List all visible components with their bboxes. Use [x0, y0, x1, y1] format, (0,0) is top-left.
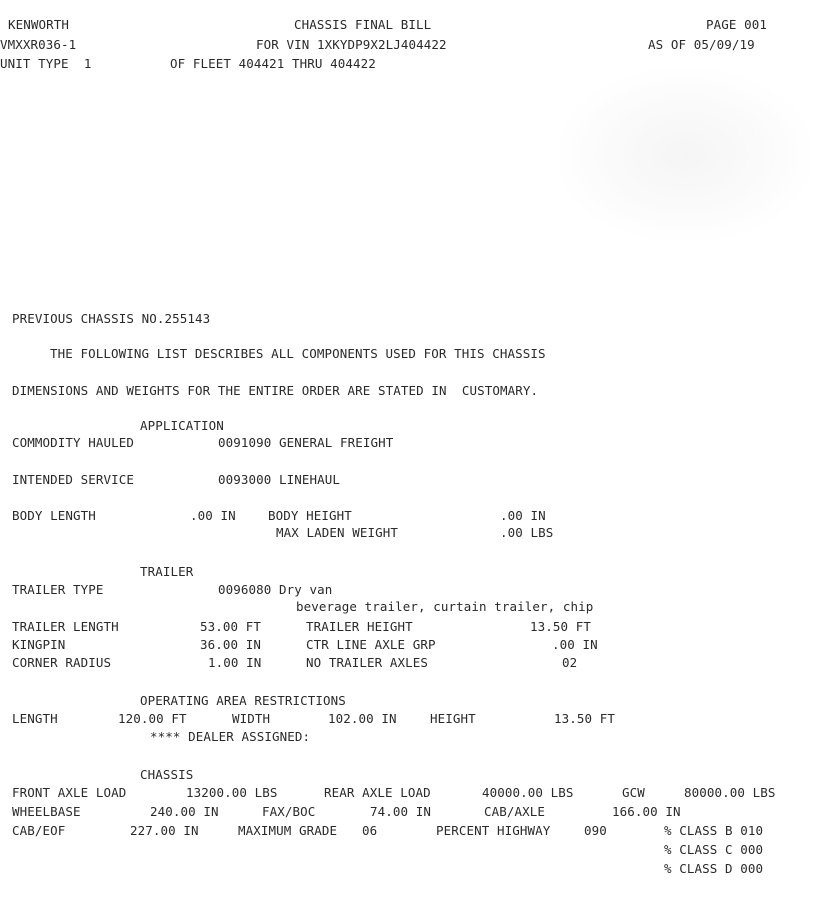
vin-line: FOR VIN 1XKYDP9X2LJ404422 [256, 37, 447, 52]
cab-axle-label: CAB/AXLE [484, 804, 546, 819]
chassis-heading: CHASSIS [140, 767, 194, 782]
class-c-percent: % CLASS C 000 [664, 842, 764, 857]
unit-type: UNIT TYPE 1 [0, 56, 92, 71]
body-height-value: .00 IN [500, 508, 546, 523]
gcw-label: GCW [622, 785, 645, 800]
units-note: DIMENSIONS AND WEIGHTS FOR THE ENTIRE ORDER ARE STATED IN CUSTOMARY. [12, 383, 539, 398]
cab-eof-label: CAB/EOF [12, 823, 66, 838]
trailer-length-label: TRAILER LENGTH [12, 619, 119, 634]
fleet-range: OF FLEET 404421 THRU 404422 [170, 56, 376, 71]
kingpin-value: 36.00 IN [200, 637, 262, 652]
rear-axle-value: 40000.00 LBS [482, 785, 574, 800]
commodity-label: COMMODITY HAULED [12, 435, 135, 450]
dealer-assigned-note: **** DEALER ASSIGNED: [150, 729, 311, 744]
page-number: PAGE 001 [706, 17, 768, 32]
as-of-date: AS OF 05/09/19 [648, 37, 755, 52]
trailer-height-value: 13.50 FT [530, 619, 592, 634]
maximum-grade-label: MAXIMUM GRADE [238, 823, 338, 838]
commodity-value: 0091090 GENERAL FREIGHT [218, 435, 394, 450]
rear-axle-label: REAR AXLE LOAD [324, 785, 431, 800]
wheelbase-value: 240.00 IN [150, 804, 219, 819]
front-axle-value: 13200.00 LBS [186, 785, 278, 800]
op-height-value: 13.50 FT [554, 711, 616, 726]
operating-restrictions-heading: OPERATING AREA RESTRICTIONS [140, 693, 346, 708]
ctr-line-axle-value: .00 IN [552, 637, 598, 652]
previous-chassis: PREVIOUS CHASSIS NO.255143 [12, 311, 211, 326]
trailer-length-value: 53.00 FT [200, 619, 262, 634]
intended-service-label: INTENDED SERVICE [12, 472, 135, 487]
trailer-axles-value: 02 [562, 655, 578, 670]
application-heading: APPLICATION [140, 418, 224, 433]
trailer-type-value: 0096080 Dry van [218, 582, 333, 597]
trailer-type-label: TRAILER TYPE [12, 582, 104, 597]
trailer-axles-label: NO TRAILER AXLES [306, 655, 429, 670]
class-b-percent: % CLASS B 010 [664, 823, 764, 838]
class-d-percent: % CLASS D 000 [664, 861, 764, 876]
max-laden-value: .00 LBS [500, 525, 554, 540]
op-length-value: 120.00 FT [118, 711, 187, 726]
company-name: KENWORTH [8, 17, 70, 32]
scan-smudge [560, 70, 810, 240]
body-height-label: BODY HEIGHT [268, 508, 352, 523]
body-length-label: BODY LENGTH [12, 508, 96, 523]
intended-service-value: 0093000 LINEHAUL [218, 472, 341, 487]
wheelbase-label: WHEELBASE [12, 804, 81, 819]
fax-boc-label: FAX/BOC [262, 804, 316, 819]
corner-radius-value: 1.00 IN [208, 655, 262, 670]
cab-eof-value: 227.00 IN [130, 823, 199, 838]
op-width-label: WIDTH [232, 711, 271, 726]
trailer-type-description: beverage trailer, curtain trailer, chip [296, 599, 594, 614]
maximum-grade-value: 06 [362, 823, 378, 838]
trailer-heading: TRAILER [140, 564, 194, 579]
body-length-value: .00 IN [190, 508, 236, 523]
op-height-label: HEIGHT [430, 711, 476, 726]
cab-axle-value: 166.00 IN [612, 804, 681, 819]
percent-highway-label: PERCENT HIGHWAY [436, 823, 551, 838]
components-description: THE FOLLOWING LIST DESCRIBES ALL COMPONENTS USED FOR THIS CHASSIS [50, 346, 546, 361]
corner-radius-label: CORNER RADIUS [12, 655, 112, 670]
gcw-value: 80000.00 LBS [684, 785, 776, 800]
report-id: VMXXR036-1 [0, 37, 77, 52]
front-axle-label: FRONT AXLE LOAD [12, 785, 127, 800]
max-laden-label: MAX LADEN WEIGHT [276, 525, 399, 540]
document-title: CHASSIS FINAL BILL [294, 17, 432, 32]
op-width-value: 102.00 IN [328, 711, 397, 726]
op-length-label: LENGTH [12, 711, 58, 726]
kingpin-label: KINGPIN [12, 637, 66, 652]
ctr-line-axle-label: CTR LINE AXLE GRP [306, 637, 436, 652]
trailer-height-label: TRAILER HEIGHT [306, 619, 413, 634]
percent-highway-value: 090 [584, 823, 607, 838]
fax-boc-value: 74.00 IN [370, 804, 432, 819]
